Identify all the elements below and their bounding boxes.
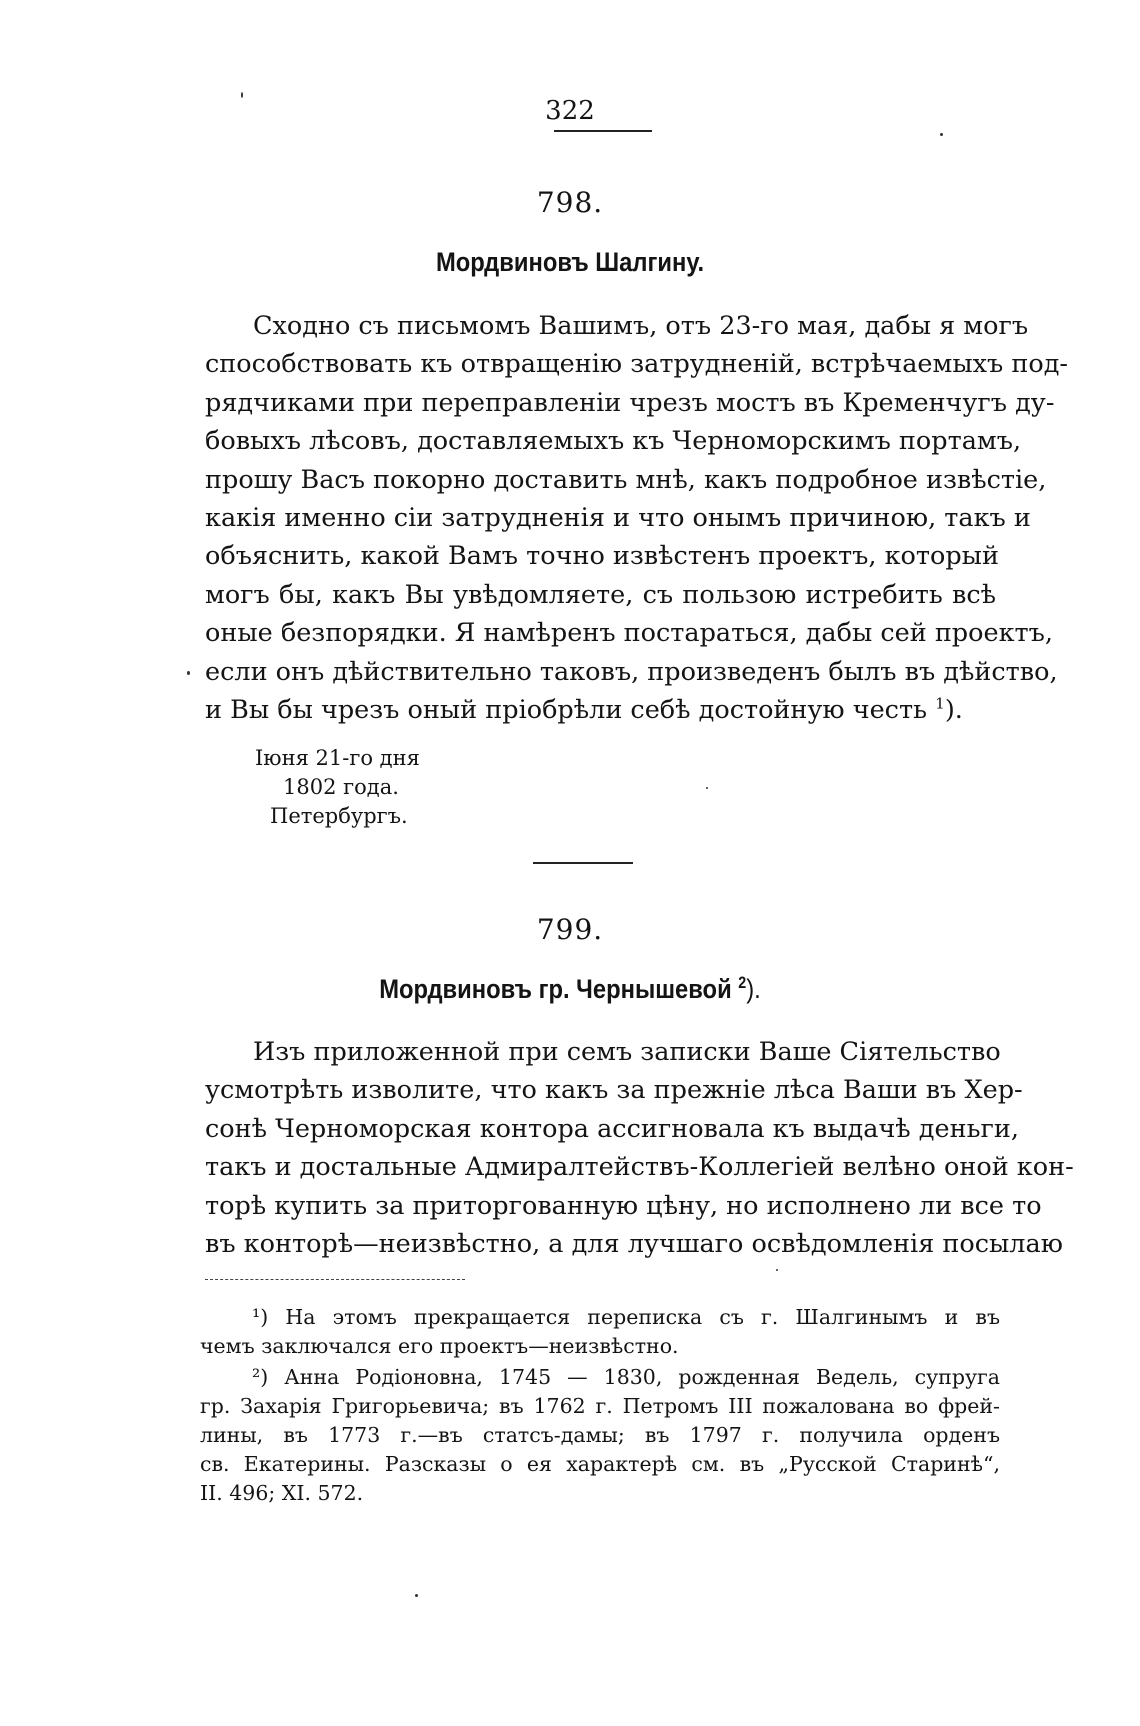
letter-799-heading bbox=[68, 974, 1071, 1005]
body-line: способствовать къ отвращенію затрудненій, встрѣчаемыхъ под- bbox=[205, 349, 1069, 380]
footnote-ref-2[interactable]: 2 bbox=[738, 974, 747, 992]
footnote-line: ¹) На этомъ прекращается переписка съ г. Шалгинымъ и въ bbox=[252, 1305, 1000, 1329]
letter-799-number: 799. bbox=[536, 913, 604, 946]
body-line: бовыхъ лѣсовъ, доставляемыхъ къ Черноморскимъ портамъ, bbox=[205, 426, 1022, 457]
scan-speck bbox=[940, 133, 943, 136]
footnote-line: св. Екатерины. Разсказы о ея характерѣ см. въ „Русской Старинѣ“, bbox=[200, 1452, 1000, 1476]
footnote-line: чемъ заключался его проектъ—неизвѣстно. bbox=[200, 1334, 679, 1358]
body-line: какія именно сіи затрудненія и что онымъ причиною, такъ и bbox=[205, 502, 1031, 533]
body-line: въ конторѣ—неизвѣстно, а для лучшаго освѣдомленія посылаю bbox=[205, 1228, 1063, 1259]
body-line: прошу Васъ покорно доставить мнѣ, какъ подробное извѣстіе, bbox=[205, 464, 1047, 495]
section-divider bbox=[533, 862, 633, 864]
body-line: рядчиками при переправленіи чрезъ мостъ въ Кременчугъ ду- bbox=[205, 387, 1055, 418]
body-line: если онъ дѣйствительно таковъ, произведенъ былъ въ дѣйство, bbox=[205, 656, 1058, 687]
body-line: Изъ приложенной при семъ записки Ваше Сіятельство bbox=[253, 1037, 1001, 1067]
body-line: сонѣ Черноморская контора ассигновала къ выдачѣ деньги, bbox=[205, 1113, 1019, 1144]
last-line-end: ). bbox=[944, 694, 963, 725]
footnote-line: ²) Анна Родіоновна, 1745 — 1830, рожденная Ведель, супруга bbox=[252, 1365, 1000, 1389]
footnote-line: II. 496; XI. 572. bbox=[200, 1481, 364, 1505]
date-line: Іюня 21-го дня bbox=[255, 746, 420, 770]
date-line: 1802 года. bbox=[283, 775, 399, 799]
scan-speck bbox=[706, 787, 708, 789]
body-line: торѣ купить за приторгованную цѣну, но исполнено ли все то bbox=[205, 1190, 1042, 1221]
letter-798-date bbox=[255, 744, 420, 831]
body-line: могъ бы, какъ Вы увѣдомляете, съ пользою истребить всѣ bbox=[205, 579, 996, 610]
scan-speck bbox=[187, 671, 190, 675]
letter-798-body bbox=[205, 307, 1069, 729]
footnote-ref-1[interactable]: 1 bbox=[935, 694, 945, 713]
page-number-rule bbox=[554, 130, 652, 132]
letter-798-number: 798. bbox=[536, 186, 604, 219]
body-line-last bbox=[205, 691, 996, 729]
footnote-line: лины, въ 1773 г.—въ статсъ-дамы; въ 1797 г. получила орденъ bbox=[200, 1423, 1000, 1447]
body-line: Сходно съ письмомъ Вашимъ, отъ 23-го мая, дабы я могъ bbox=[253, 311, 1029, 341]
scan-speck bbox=[241, 92, 243, 98]
footnote-line: гр. Захарія Григорьевича; въ 1762 г. Петромъ III пожалована во фрей- bbox=[200, 1394, 1000, 1418]
body-line: такъ и достальные Адмиралтействъ-Коллегіей велѣно оной кон- bbox=[205, 1152, 1074, 1183]
heading-end: ). bbox=[746, 974, 761, 1004]
footnote-2 bbox=[200, 1363, 1000, 1508]
date-line: Петербургъ. bbox=[270, 804, 408, 828]
page-number: 322 bbox=[545, 96, 595, 126]
letter-798-heading: Мордвиновъ Шалгину. bbox=[435, 247, 705, 277]
heading-text: Мордвиновъ гр. Чернышевой bbox=[379, 974, 732, 1004]
body-line: объяснить, какой Вамъ точно извѣстенъ проектъ, который bbox=[205, 541, 999, 572]
footnote-separator bbox=[205, 1279, 465, 1280]
body-line: оные безпорядки. Я намѣренъ постараться, дабы сей проектъ, bbox=[205, 618, 1053, 649]
last-line-text: и Вы бы чрезъ оный пріобрѣли себѣ достойную честь bbox=[205, 694, 927, 725]
scan-speck bbox=[415, 1594, 418, 1597]
footnote-1 bbox=[200, 1303, 1000, 1361]
scan-speck bbox=[776, 1269, 778, 1271]
body-line: усмотрѣть изволите, что какъ за прежніе лѣса Ваши въ Хер- bbox=[205, 1075, 1023, 1106]
letter-799-body bbox=[205, 1033, 1074, 1263]
